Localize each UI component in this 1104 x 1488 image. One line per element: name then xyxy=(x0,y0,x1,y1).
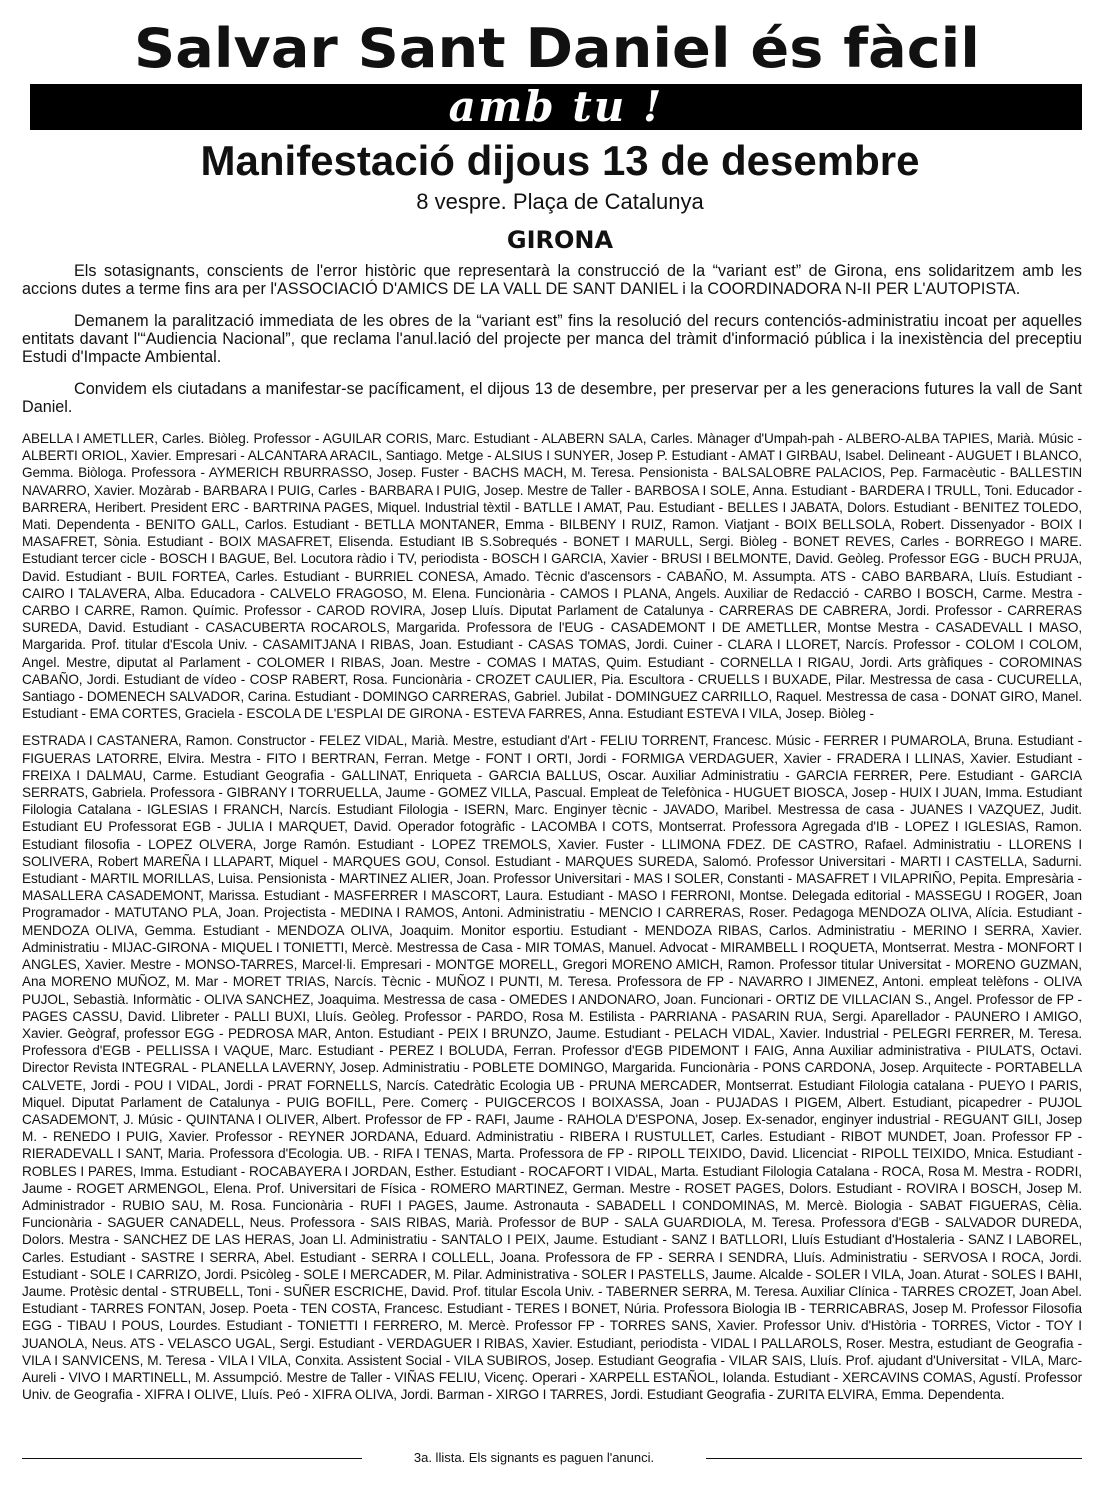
intro-paragraph-2: Demanem la paralització immediata de les obres de la “variant est” fins la resolució del recurs contenciós-administratiu incoat per aquelles entitats davant l'“Audiencia Nacional”, que reclama l'anul.lació del projecte per manca del tràmit d'informació pública i la inexistència del preceptiu Estudi d'Impacte Ambiental. xyxy=(22,312,1082,366)
footer-note: 3a. llista. Els signants es paguen l'anunci. xyxy=(413,1450,655,1465)
time-and-place: 8 vespre. Plaça de Catalunya xyxy=(416,189,704,214)
footer-rule-right xyxy=(706,1458,1082,1459)
band-slogan: amb tu ! xyxy=(448,82,664,131)
footer-rule-left xyxy=(22,1458,362,1459)
signatories-block-1: ABELLA I AMETLLER, Carles. Biòleg. Professor - AGUILAR CORIS, Marc. Estudiant - ALABERN SALA, Carles. Mànager d'Umpah-pah - ALBERO-ALBA TAPIES, Marià. Músic - ALBERTI ORIOL, Xavier. Empresari - ALCANTARA ARACIL, Santiago. Metge - ALSIUS I SUNYER, Josep P. Estudiant - AMAT I GIRBAU, Isabel. Delineant - AUGUET I BLANCO, Gemma. Biòloga. Professora - AYMERICH RBURRASSO, Josep. Fuster - BACHS MACH, M. Teresa. Pensionista - BALSALOBRE PALACIOS, Pep. Farmacèutic - BALLESTIN NAVARRO, Xavier. Mozàrab - BARBARA I PUIG, Carles - BARBARA I PUIG, Josep. Mestre de Taller - BARBOSA I SOLE, Anna. Estudiant - BARDERA I TRULL, Toni. Educador - BARRERA, Heribert. President ERC - BARTRINA PAGES, Miquel. Industrial tèxtil - BATLLE I AMAT, Pau. Estudiant - BELLES I JABATA, Dolors. Estudiant - BENITEZ TOLEDO, Mati. Dependenta - BENITO GALL, Carlos. Estudiant - BETLLA MONTANER, Emma - BILBENY I RUIZ, Ramon. Viatjant - BOIX BELLSOLA, Robert. Dissenyador - BOIX I MASAFRET, Sònia. Estudiant - BOIX MASAFRET, Elisenda. Estudiant IB S.Sobrequés - BONET I MARULL, Sergi. Biòleg - BONET REVES, Carles - BORREGO I MARE. Estudiant tercer cicle - BOSCH I BAGUE, Bel. Locutora ràdio i TV, periodista - BOSCH I GARCIA, Xavier - BRUSI I BELMONTE, David. Geòleg. Professor EGG - BUCH PRUJA, David. Estudiant - BUIL FORTEA, Carles. Estudiant - BURRIEL CONESA, Amado. Tècnic d'ascensors - CABAÑO, M. Assumpta. ATS - CABO BARBARA, Lluís. Estudiant - CAIRO I TALAVERA, Alba. Educadora - CALVELO FRAGOSO, M. Elena. Funcionària - CAMOS I PLANA, Angels. Auxiliar de Redacció - CARBO I BOSCH, Carme. Mestra - CARBO I CARRE, Ramon. Químic. Professor - CAROD ROVIRA, Josep Lluís. Diputat Parlament de Catalunya - CARRERAS DE CABRERA, Jordi. Professor - CARRERAS SUREDA, David. Estudiant - CASACUBERTA ROCAROLS, Margarida. Professora de l'EUG - CASADEMONT I DE AMETLLER, Montse Mestra - CASADEVALL I MASO, Margarida. Prof. titular d'Escola Univ. - CASAMITJANA I RIBAS, Joan. Estudiant - CASAS TOMAS, Jordi. Cuiner - CLARA I LLORET, Narcís. Professor - COLOM I COLOM, Angel. Mestre, diputat al Parlament - COLOMER I RIBAS, Joan. Mestre - COMAS I MATAS, Quim. Estudiant - CORNELLA I RIGAU, Jordi. Arts gràfiques - COROMINAS CABAÑO, Jordi. Estudiant de vídeo - COSP RABERT, Rosa. Funcionària - CROZET CAULIER, Pia. Escultora - CRUELLS I BUXADE, Pilar. Mestressa de casa - CUCURELLA, Santiago - DOMENECH SALVADOR, Carina. Estudiant - DOMINGO CARRERAS, Gabriel. Jubilat - DOMINGUEZ CARRILLO, Raquel. Mestressa de casa - DONAT GIRO, Manel. Estudiant - EMA CORTES, Graciela - ESCOLA DE L'ESPLAI DE GIRONA - ESTEVA FARRES, Anna. Estudiant ESTEVA I VILA, Josep. Biòleg - xyxy=(22,431,1082,722)
footer xyxy=(0,1446,1104,1470)
demonstration-title: Manifestació dijous 13 de desembre xyxy=(200,137,920,184)
intro-paragraph-1: Els sotasignants, conscients de l'error històric que representarà la construcció de la “variant est” de Girona, ens solidaritzem amb les accions dutes a terme fins ara per l'ASSOCIACIÓ D'AMICS DE LA VALL DE SANT DANIEL i la COORDINADORA N-II PER L'AUTOPISTA. xyxy=(22,262,1082,298)
intro-paragraph-3: Convidem els ciutadans a manifestar-se pacíficament, el dijous 13 de desembre, per preservar per a les generacions futures la vall de Sant Daniel. xyxy=(22,380,1082,416)
signatories-block-2: ESTRADA I CASTANERA, Ramon. Constructor - FELEZ VIDAL, Marià. Mestre, estudiant d'Art - FELIU TORRENT, Francesc. Músic - FERRER I PUMAROLA, Bruna. Estudiant - FIGUERAS LATORRE, Elvira. Mestra - FITO I BERTRAN, Ferran. Metge - FONT I ORTI, Jordi - FORMIGA VERDAGUER, Xavier - FRADERA I LLINAS, Xavier. Estudiant - FREIXA I DALMAU, Carme. Estudiant Geografia - GALLINAT, Enriqueta - GARCIA BALLUS, Oscar. Auxiliar Administratiu - GARCIA FERRER, Pere. Estudiant - GARCIA SERRATS, Gabriela. Professora - GIBRANY I TORRUELLA, Jaume - GOMEZ VILLA, Pascual. Empleat de Telefònica - HUGUET BIOSCA, Josep - HUIX I JUAN, Imma. Estudiant Filologia Catalana - IGLESIAS I FRANCH, Narcís. Estudiant Filologia - ISERN, Marc. Enginyer tècnic - JAVADO, Maribel. Mestressa de casa - JUANES I VAZQUEZ, Judit. Estudiant EU Professorat EGB - JULIA I MARQUET, David. Operador fotogràfic - LACOMBA I COTS, Montserrat. Professora Agregada d'IB - LOPEZ I IGLESIAS, Ramon. Estudiant filosofia - LOPEZ OLVERA, Jorge Ramón. Estudiant - LOPEZ TREMOLS, Xavier. Fuster - LLIMONA FDEZ. DE CASTRO, Rafael. Administratiu - LLORENS I SOLIVERA, Robert MAREÑA I LLAPART, Miquel - MARQUES GOU, Consol. Estudiant - MARQUES SUREDA, Salomó. Professor Universitari - MARTI I CASTELLA, Sadurni. Estudiant - MARTIL MORILLAS, Luisa. Pensionista - MARTINEZ ALIER, Joan. Professor Universitari - MAS I SOLER, Constanti - MASAFRET I VILAPRIÑO, Pepita. Empresària - MASALLERA CASADEMONT, Marissa. Estudiant - MASFERRER I MASCORT, Laura. Estudiant - MASO I FERRONI, Montse. Delegada editorial - MASSEGU I ROGER, Joan Programador - MATUTANO PLA, Joan. Projectista - MEDINA I RAMOS, Antoni. Administratiu - MENCIO I CARRERAS, Roser. Pedagoga MENDOZA OLIVA, Alícia. Estudiant - MENDOZA OLIVA, Gemma. Estudiant - MENDOZA OLIVA, Joaquim. Monitor esportiu. Estudiant - MENDOZA RIBAS, Carlos. Administratiu - MERINO I SERRA, Xavier. Administratiu - MIJAC-GIRONA - MIQUEL I TONIETTI, Mercè. Mestressa de Casa - MIR TOMAS, Manuel. Advocat - MIRAMBELL I ROQUETA, Montserrat. Mestra - MONFORT I ANGLES, Xavier. Mestre - MONSO-TARRES, Marcel·li. Empresari - MONTGE MORELL, Gregori MORENO AMICH, Ramon. Professor titular Universitat - MORENO GUZMAN, Ana MORENO MUÑOZ, M. Mar - MORET TRIAS, Narcís. Tècnic - MUÑOZ I PUNTI, M. Teresa. Professora de FP - NAVARRO I JIMENEZ, Antoni. empleat telèfons - OLIVA PUJOL, Sebastià. Informàtic - OLIVA SANCHEZ, Joaquima. Mestressa de casa - OMEDES I ANDONARO, Joan. Funcionari - ORTIZ DE VILLACIAN S., Angel. Professor de FP - PAGES CASSU, David. Llibreter - PALLI BUXI, Lluís. Geòleg. Professor - PARDO, Rosa M. Estilista - PARRIANA - PASARIN RUA, Sergi. Aparellador - PAUNERO I AMIGO, Xavier. Geògraf, professor EGG - PEDROSA MAR, Anton. Estudiant - PEIX I BRUNZO, Jaume. Estudiant - PELACH VIDAL, Xavier. Industrial - PELEGRI FERRER, M. Teresa. Professora d'EGB - PELLISSA I VAQUE, Marc. Estudiant - PEREZ I BOLUDA, Ferran. Professor d'EGB PIDEMONT I FAIG, Anna Auxiliar administrativa - PIULATS, Octavi. Director Revista INTEGRAL - PLANELLA LAVERNY, Josep. Administratiu - POBLETE DOMINGO, Margarida. Funcionària - PONS CARDONA, Josep. Arquitecte - PORTABELLA CALVETE, Jordi - POU I VIDAL, Jordi - PRAT FORNELLS, Narcís. Catedràtic Ecologia UB - PRUNA MERCADER, Montserrat. Estudiant Filologia catalana - PUEYO I PARIS, Miquel. Diputat Parlament de Catalunya - PUIG BOFILL, Pere. Comerç - PUIGCERCOS I BOIXASSA, Joan - PUJADAS I PIGEM, Albert. Estudiant, picapedrer - PUJOL CASADEMONT, J. Músic - QUINTANA I OLIVER, Albert. Professor de FP - RAFI, Jaume - RAHOLA D'ESPONA, Josep. Ex-senador, enginyer industrial - REGUANT GILI, Josep M. - RENEDO I PUIG, Xavier. Professor - REYNER JORDANA, Eduard. Administratiu - RIBERA I RUSTULLET, Carles. Estudiant - RIBOT MUNDET, Joan. Professor FP - RIERADEVALL I SANT, Maria. Professora d'Ecologia. UB. - RIFA I TENAS, Marta. Professora de FP - RIPOLL TEIXIDO, David. Llicenciat - RIPOLL TEIXIDO, Mnica. Estudiant - ROBLES I PARES, Imma. Estudiant - ROCABAYERA I JORDAN, Esther. Estudiant - ROCAFORT I VIDAL, Marta. Estudiant Filologia Catalana - ROCA, Rosa M. Mestra - RODRI, Jaume - ROGET ARMENGOL, Elena. Prof. Universitari de Física - ROMERO MARTINEZ, German. Mestre - ROSET PAGES, Dolors. Estudiant - ROVIRA I BOSCH, Josep M. Administrador - RUBIO SAU, M. Rosa. Funcionària - RUFI I PAGES, Jaume. Astronauta - SABADELL I CONDOMINAS, M. Mercè. Biologia - SABAT FIGUERAS, Cèlia. Funcionària - SAGUER CANADELL, Neus. Professora - SAIS RIBAS, Marià. Professor de BUP - SALA GUARDIOLA, M. Teresa. Professora d'EGB - SALVADOR DUREDA, Dolors. Mestra - SANCHEZ DE LAS HERAS, Joan Ll. Administratiu - SANTALO I PEIX, Jaume. Estudiant - SANZ I BATLLORI, Lluís Estudiant d'Hostaleria - SANZ I LABOREL, Carles. Estudiant - SASTRE I SERRA, Abel. Estudiant - SERRA I COLLELL, Joana. Professora de FP - SERRA I SENDRA, Lluís. Administratiu - SERVOSA I ROCA, Jordi. Estudiant - SOLE I CARRIZO, Jordi. Psicòleg - SOLE I MERCADER, M. Pilar. Administrativa - SOLER I PASTELLS, Jaume. Alcalde - SOLER I VILA, Joan. Aturat - SOLES I BAHI, Jaume. Protèsic dental - STRUBELL, Toni - SUÑER ESCRICHE, David. Prof. titular Escola Univ. - TABERNER SERRA, M. Teresa. Auxiliar Clínica - TARRES CROZET, Joan Abel. Estudiant - TARRES FONTAN, Josep. Poeta - TEN COSTA, Francesc. Estudiant - TERES I BONET, Núria. Professora Biologia IB - TERRICABRAS, Josep M. Professor Filosofia EGG - TIBAU I POUS, Lourdes. Estudiant - TONIETTI I FERRERO, M. Mercè. Professor FP - TORRES SANS, Xavier. Professor Univ. d'Història - TORRES, Victor - TOY I JUANOLA, Neus. ATS - VELASCO UGAL, Sergi. Estudiant - VERDAGUER I RIBAS, Xavier. Estudiant, periodista - VIDAL I PALLAROLS, Roser. Mestra, estudiant de Geografia - VILA I SANVICENS, M. Teresa - VILA I VILA, Conxita. Assistent Social - VILA SUBIROS, Josep. Estudiant Geografia - VILAR SAIS, Lluís. Prof. ajudant d'Universitat - VILA, Marc-Aureli - VIVO I MARTINELL, M. Assumpció. Mestre de Taller - VIÑAS FELIU, Vicenç. Operari - XARPELL ESTAÑOL, Iolanda. Estudiant - XERCAVINS COMAS, Agustí. Professor Univ. de Geografia - XIFRA I OLIVE, Lluís. Peó - XIFRA OLIVA, Jordi. Barman - XIRGO I TARRES, Jordi. Estudiant Geografia - ZURITA ELVIRA, Emma. Dependenta. xyxy=(22,733,1082,1403)
signatories-list xyxy=(22,430,1082,1440)
black-band xyxy=(30,84,1082,130)
intro-text xyxy=(22,262,1082,430)
headline: Salvar Sant Daniel és fàcil xyxy=(134,17,980,80)
city-name: GIRONA xyxy=(506,226,614,254)
